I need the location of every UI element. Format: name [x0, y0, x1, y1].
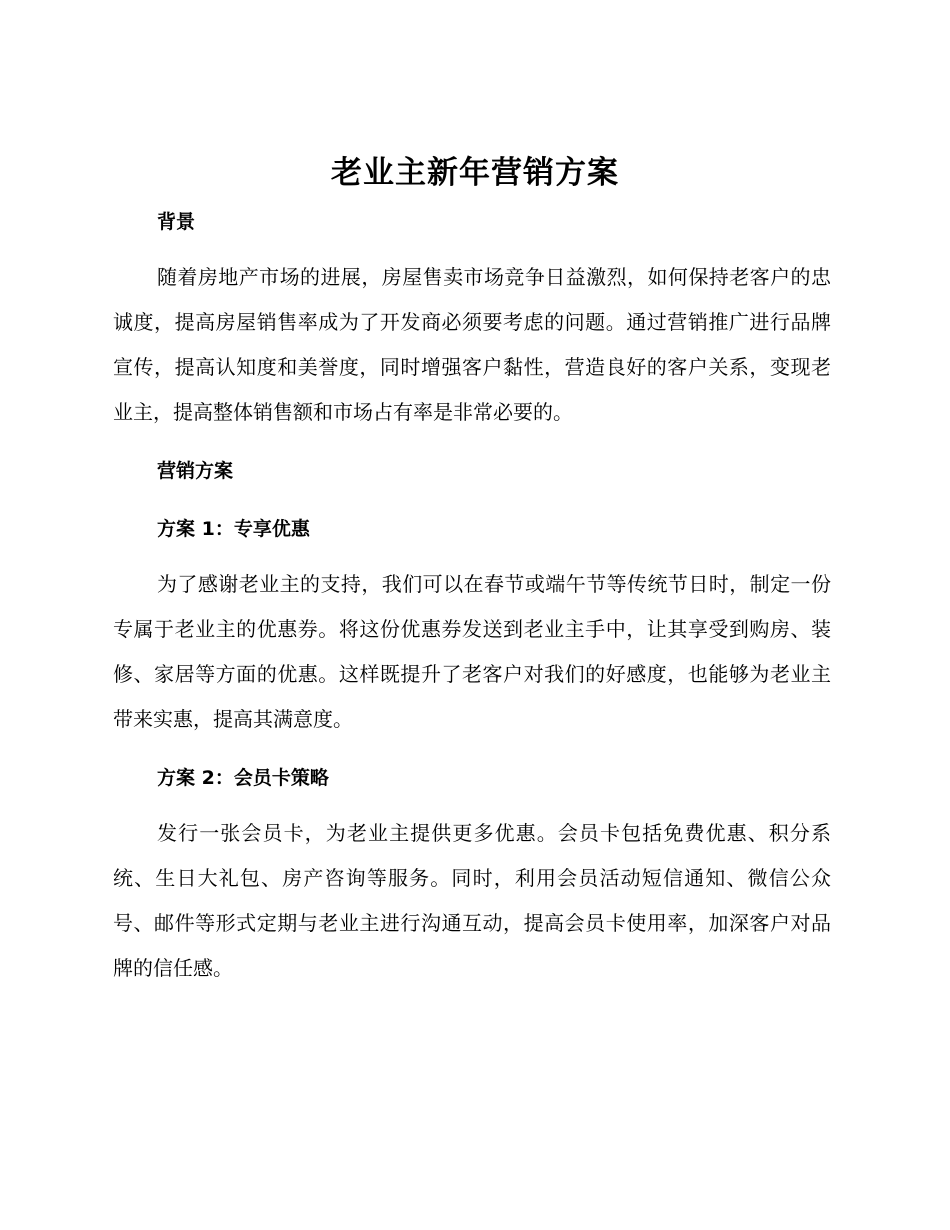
paragraph-plan-1: 为了感谢老业主的支持，我们可以在春节或端午节等传统节日时，制定一份专属于老业主的优惠券。将这份优惠券发送到老业主手中，让其享受到购房、装修、家居等方面的优惠。这样既提升了老客户对我们的好感度，也能够为老业主带来实惠，提高其满意度。	[113, 572, 831, 731]
document-title: 老业主新年营销方案	[331, 155, 619, 191]
paragraph-plan-2: 发行一张会员卡，为老业主提供更多优惠。会员卡包括免费优惠、积分系统、生日大礼包、房产咨询等服务。同时，利用会员活动短信通知、微信公众号、邮件等形式定期与老业主进行沟通互动，提高会员卡使用率，加深客户对品牌的信任感。	[113, 821, 831, 980]
section-heading-plan-1: 方案 1：专享优惠	[157, 518, 310, 540]
section-heading-plan-2: 方案 2：会员卡策略	[157, 767, 329, 789]
section-heading-marketing-plan: 营销方案	[157, 460, 234, 482]
section-heading-background: 背景	[157, 211, 196, 233]
paragraph-background: 随着房地产市场的进展，房屋售卖市场竞争日益激烈，如何保持老客户的忠诚度，提高房屋销售率成为了开发商必须要考虑的问题。通过营销推广进行品牌宣传，提高认知度和美誉度，同时增强客户黏性，营造良好的客户关系，变现老业主，提高整体销售额和市场占有率是非常必要的。	[113, 265, 831, 424]
